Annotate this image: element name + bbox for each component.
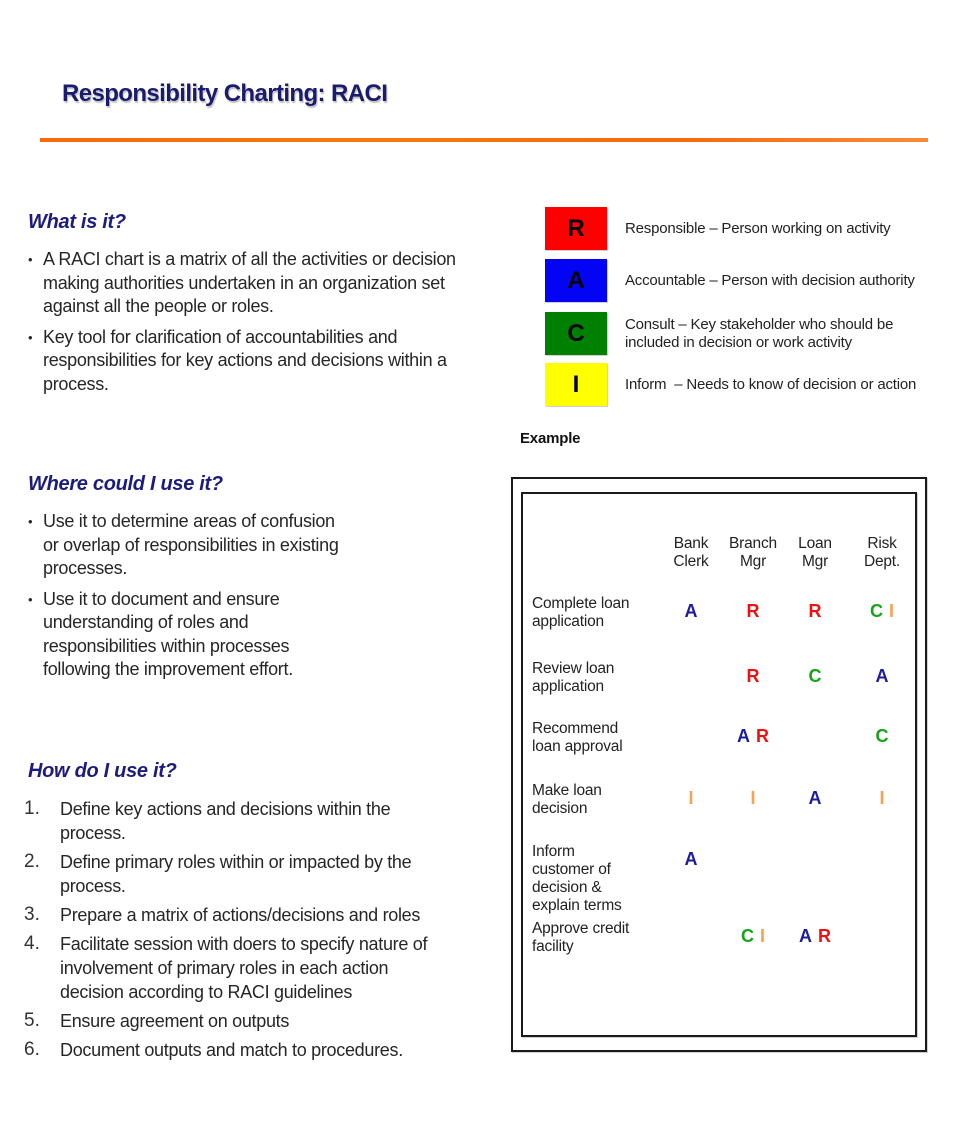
raci-letter: A xyxy=(808,788,822,808)
legend-item-inform xyxy=(545,363,916,406)
legend-color-box-yellow xyxy=(545,363,607,406)
raci-letter: R xyxy=(746,601,760,621)
row-label: Complete loan application xyxy=(532,595,630,630)
table-row xyxy=(523,920,915,1025)
table-row xyxy=(523,720,915,782)
section-what-is-it xyxy=(28,211,456,403)
legend-color-box-red xyxy=(545,207,607,250)
raci-letter: C xyxy=(740,926,754,946)
matrix-cell xyxy=(660,602,722,620)
row-label: Review loan application xyxy=(532,660,615,695)
step-line: process. xyxy=(60,876,126,896)
column-header-branch-mgr: Branch Mgr xyxy=(729,535,777,570)
bullet-line: Use it to determine areas of confusion xyxy=(43,511,335,531)
raci-letter: A xyxy=(799,926,812,946)
legend-letter: C xyxy=(567,319,585,347)
table-row xyxy=(523,782,915,843)
matrix-cell xyxy=(784,667,846,685)
matrix-cell xyxy=(846,789,918,807)
section-heading: Where could I use it? xyxy=(28,473,223,495)
legend-description: Responsible – Person working on activity xyxy=(625,219,891,237)
matrix-cell xyxy=(722,727,784,745)
bullet-line: against all the people or roles. xyxy=(43,296,274,316)
raci-letter: C xyxy=(875,726,889,746)
matrix-cell xyxy=(722,667,784,685)
legend-letter: R xyxy=(567,214,585,242)
bullet-line: processes. xyxy=(43,558,128,578)
legend-item-responsible xyxy=(545,207,916,250)
matrix-cell xyxy=(660,850,722,868)
bullet-line: responsibilities for key actions and decisions within a xyxy=(43,350,447,370)
matrix-cell xyxy=(722,927,784,945)
numbered-item xyxy=(24,903,427,927)
raci-matrix-inner-box xyxy=(521,492,917,1037)
matrix-cell xyxy=(660,789,722,807)
raci-letter: A xyxy=(875,666,889,686)
bullet-line: making authorities undertaken in an organization set xyxy=(43,272,445,293)
step-number: 6. xyxy=(24,1039,40,1060)
bullet-item xyxy=(28,326,456,397)
table-row xyxy=(523,595,915,660)
example-label: Example xyxy=(520,430,581,447)
matrix-cell xyxy=(784,927,846,945)
step-number: 5. xyxy=(24,1010,40,1031)
legend-color-box-blue xyxy=(545,259,607,302)
bullet-icon: • xyxy=(28,591,33,607)
bullet-line: A RACI chart is a matrix of all the activities or decision xyxy=(43,249,456,269)
step-line: involvement of primary roles in each action xyxy=(60,958,389,978)
matrix-cell xyxy=(722,602,784,620)
raci-matrix-outer-box xyxy=(511,477,927,1052)
step-line: Define key actions and decisions within the xyxy=(60,799,391,819)
numbered-item xyxy=(24,1038,427,1062)
bullet-line: responsibilities within processes xyxy=(43,635,290,656)
step-number: 2. xyxy=(24,851,40,872)
bullet-item xyxy=(28,248,456,319)
raci-letter: I xyxy=(759,926,765,946)
row-label: Recommend loan approval xyxy=(532,720,623,755)
section-heading: How do I use it? xyxy=(28,760,177,782)
legend-letter: A xyxy=(567,266,585,294)
row-label: Approve credit facility xyxy=(532,920,630,955)
column-header-risk-dept: Risk Dept. xyxy=(863,535,901,570)
legend-description: Consult – Key stakeholder who should be xyxy=(625,315,894,333)
raci-letter: R xyxy=(808,601,822,621)
bullet-item xyxy=(28,588,339,682)
section-how-use-it xyxy=(24,760,427,1067)
legend-description: Inform – Needs to know of decision or action xyxy=(625,375,917,393)
table-row xyxy=(523,843,915,920)
legend-item-consult xyxy=(545,312,916,355)
raci-letter: C xyxy=(808,666,822,686)
raci-letter: A xyxy=(684,601,698,621)
numbered-item xyxy=(24,850,427,898)
matrix-cell xyxy=(846,602,918,620)
bullet-icon: • xyxy=(28,252,33,267)
column-header-bank-clerk: Bank Clerk xyxy=(673,535,709,570)
raci-legend xyxy=(545,207,916,415)
bullet-line: or overlap of responsibilities in existing xyxy=(43,534,339,555)
step-line: process. xyxy=(60,823,126,843)
matrix-cell xyxy=(784,789,846,807)
matrix-cell xyxy=(846,667,918,685)
raci-letter: R xyxy=(756,726,769,746)
raci-letter: I xyxy=(688,788,694,808)
table-row xyxy=(523,660,915,720)
numbered-item xyxy=(24,932,427,1004)
section-where-use-it xyxy=(28,473,339,689)
matrix-cell xyxy=(846,727,918,745)
numbered-item xyxy=(24,797,427,845)
raci-letter: R xyxy=(818,926,831,946)
raci-letter: I xyxy=(750,788,756,808)
raci-letter: R xyxy=(746,666,760,686)
bullet-line: Key tool for clarification of accountabilities and xyxy=(43,326,398,347)
legend-letter: I xyxy=(572,370,580,398)
raci-letter: C xyxy=(869,601,883,621)
step-line: Prepare a matrix of actions/decisions and roles xyxy=(60,905,421,925)
bullet-line: following the improvement effort. xyxy=(43,659,293,679)
numbered-item xyxy=(24,1009,427,1033)
step-number: 4. xyxy=(24,933,40,954)
matrix-cell xyxy=(722,789,784,807)
raci-letter: I xyxy=(879,788,885,808)
step-line: Define primary roles within or impacted by the xyxy=(60,852,412,872)
step-number: 1. xyxy=(24,798,40,819)
step-line: Document outputs and match to procedures. xyxy=(60,1040,403,1060)
bullet-line: understanding of roles and xyxy=(43,612,249,632)
bullet-item xyxy=(28,510,339,581)
matrix-header-row xyxy=(523,535,915,571)
step-number: 3. xyxy=(24,904,40,925)
bullet-icon: • xyxy=(28,329,33,345)
matrix-body xyxy=(523,595,915,1025)
column-header-loan-mgr: Loan Mgr xyxy=(798,535,832,570)
raci-letter: A xyxy=(737,726,750,746)
bullet-line: process. xyxy=(43,373,109,394)
matrix-cell xyxy=(784,602,846,620)
bullet-icon: • xyxy=(28,514,33,529)
section-heading: What is it? xyxy=(28,211,126,233)
raci-letter: I xyxy=(888,601,894,621)
legend-description: included in decision or work activity xyxy=(625,333,852,351)
step-line: Ensure agreement on outputs xyxy=(60,1011,290,1031)
raci-letter: A xyxy=(684,849,698,869)
row-label: Make loan decision xyxy=(532,782,602,817)
bullet-line: Use it to document and ensure xyxy=(43,588,280,609)
legend-item-accountable xyxy=(545,259,916,302)
step-line: decision according to RACI guidelines xyxy=(60,982,353,1002)
row-label: Inform customer of decision & explain terms xyxy=(532,843,622,914)
legend-color-box-green xyxy=(545,312,607,355)
title-divider xyxy=(40,138,928,142)
step-line: Facilitate session with doers to specify nature of xyxy=(60,934,428,954)
page-title: Responsibility Charting: RACI xyxy=(62,80,388,107)
legend-description: Accountable – Person with decision authority xyxy=(625,271,915,289)
